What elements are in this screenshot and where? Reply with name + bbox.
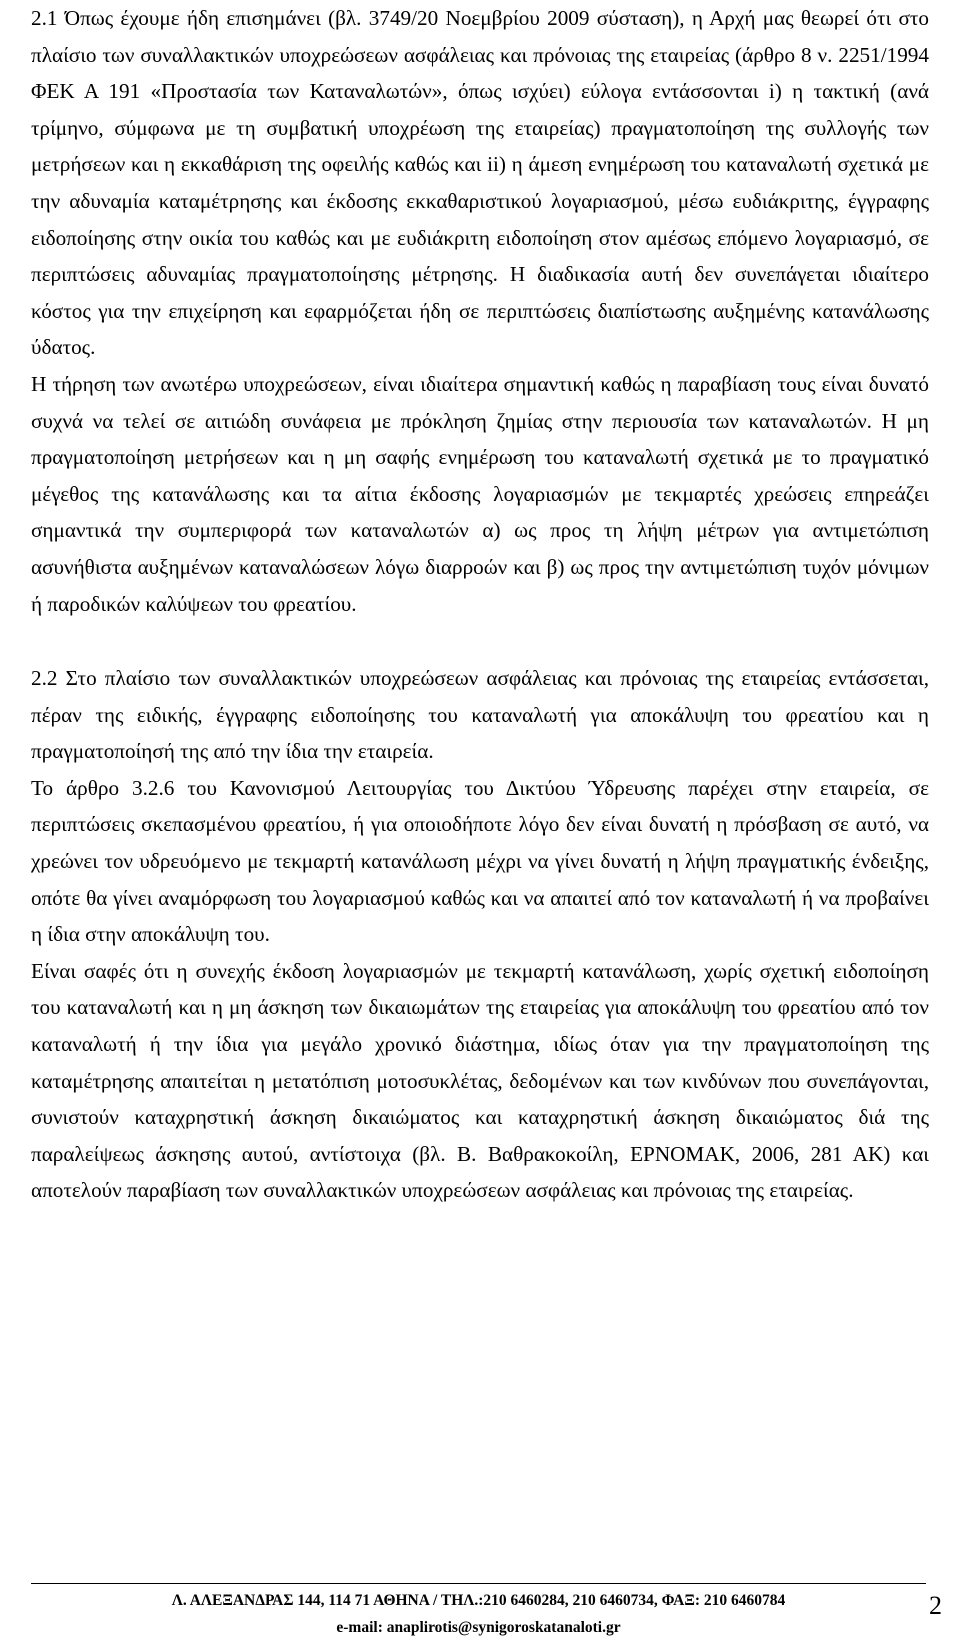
paragraph-article-3-2-6: Το άρθρο 3.2.6 του Κανονισμού Λειτουργίας του Δικτύου Ύδρευσης παρέχει στην εταιρεία, σε περιπτώσεις σκεπασμένου φρεατίου, ή για οποιοδήποτε λόγο δεν είναι δυνατή η πρόσβαση σε αυτό, να χρεώνει τον υδρευόμενο με τεκμαρτή κατανάλωση μέχρι να γίνει δυνατή η λήψη πραγματικής ένδειξης, οπότε θα γίνει αναμόρφωση του λογαριασμού καθώς και να απαιτεί από τον καταναλωτή ή να προβαίνει η ίδια στην αποκάλυψη του. [31,775,929,947]
page-number: 2 [929,1591,942,1620]
footer-email: e-mail: anaplirotis@synigoroskatanaloti.gr [336,1619,621,1636]
paragraph-2-2: 2.2 Στο πλαίσιο των συναλλακτικών υποχρεώσεων ασφάλειας και πρόνοιας της εταιρείας εντάσσεται, πέραν της ειδικής, έγγραφης ειδοποίησης του καταναλωτή για αποκάλυψη του φρεατίου και η πραγματοποίησή της από την ίδια την εταιρεία. [31,666,929,764]
footer-address: Λ. ΑΛΕΞΑΝΔΡΑΣ 144, 114 71 ΑΘΗΝΑ / ΤΗΛ.:210 6460284, 210 6460734, ΦΑΞ: 210 6460784 [171,1592,786,1609]
document-body [31,0,929,1209]
paragraph-obligations-importance: Η τήρηση των ανωτέρω υποχρεώσεων, είναι ιδιαίτερα σημαντική καθώς η παραβίαση τους είναι δυνατό συχνά να τελεί σε αιτιώδη συνάφεια με πρόκληση ζημίας στην περιουσία των καταναλωτών. Η μη πραγματοποίηση μετρήσεων και η μη σαφής ενημέρωση του καταναλωτή σχετικά με το πραγματικό μέγεθος της κατανάλωσης και τα αίτια έκδοσης λογαριασμών με τεκμαρτές χρεώσεις επηρεάζει σημαντικά την συμπεριφορά των καταναλωτών α) ως προς τη λήψη μέτρων για αντιμετώπιση ασυνήθιστα αυξημένων καταναλώσεων λόγω διαρροών και β) ως προς την αντιμετώπιση τυχόν μόνιμων ή παροδικών καλύψεων του φρεατίου. [31,371,929,616]
page-footer [0,1583,960,1643]
footer-divider [31,1583,926,1584]
paragraph-spacer [31,622,929,660]
paragraph-2-1: 2.1 Όπως έχουμε ήδη επισημάνει (βλ. 3749/20 Νοεμβρίου 2009 σύσταση), η Αρχή μας θεωρεί ότι στο πλαίσιο των συναλλακτικών υποχρεώσεων ασφάλειας και πρόνοιας της εταιρείας (άρθρο 8 ν. 2251/1994 ΦΕΚ Α 191 «Προστασία των Καταναλωτών», όπως ισχύει) εύλογα εντάσσονται i) η τακτική (ανά τρίμηνο, σύμφωνα με τη συμβατική υποχρέωση της εταιρείας) πραγματοποίηση της συλλογής των μετρήσεων και η εκκαθάριση της οφειλής καθώς και ii) η άμεση ενημέρωση του καταναλωτή σχετικά με την αδυναμία καταμέτρησης και έκδοσης εκκαθαριστικού λογαριασμού, μέσω ευδιάκριτης, έγγραφης ειδοποίησης στην οικία του καθώς και με ευδιάκριτη ειδοποίηση στον αμέσως επόμενο λογαριασμό, σε περιπτώσεις αδυναμίας πραγματοποίησης μέτρησης. Η διαδικασία αυτή δεν συνεπάγεται ιδιαίτερο κόστος για την επιχείρηση και εφαρμόζεται ήδη σε περιπτώσεις διαπίστωσης αυξημένης κατανάλωσης ύδατος. [31,6,929,360]
paragraph-conclusion: Είναι σαφές ότι η συνεχής έκδοση λογαριασμών με τεκμαρτή κατανάλωση, χωρίς σχετική ειδοποίηση του καταναλωτή και η μη άσκηση των δικαιωμάτων της εταιρείας για αποκάλυψη του φρεατίου από τον καταναλωτή ή την ίδια για μεγάλο χρονικό διάστημα, ιδίως όταν για την πραγματοποίηση της καταμέτρησης απαιτείται η μετατόπιση μοτοσυκλέτας, δεδομένων και των κινδύνων που συνεπάγονται, συνιστούν καταχρηστική άσκηση δικαιώματος και καταχρηστική άσκηση δικαιώματος διά της παραλείψεως άσκησης αυτού, αντίστοιχα (βλ. Β. Βαθρακοκοίλη, ΕΡΝΟΜΑΚ, 2006, 281 ΑΚ) και αποτελούν παραβίαση των συναλλακτικών υποχρεώσεων ασφάλειας και πρόνοιας της εταιρείας. [31,958,929,1203]
